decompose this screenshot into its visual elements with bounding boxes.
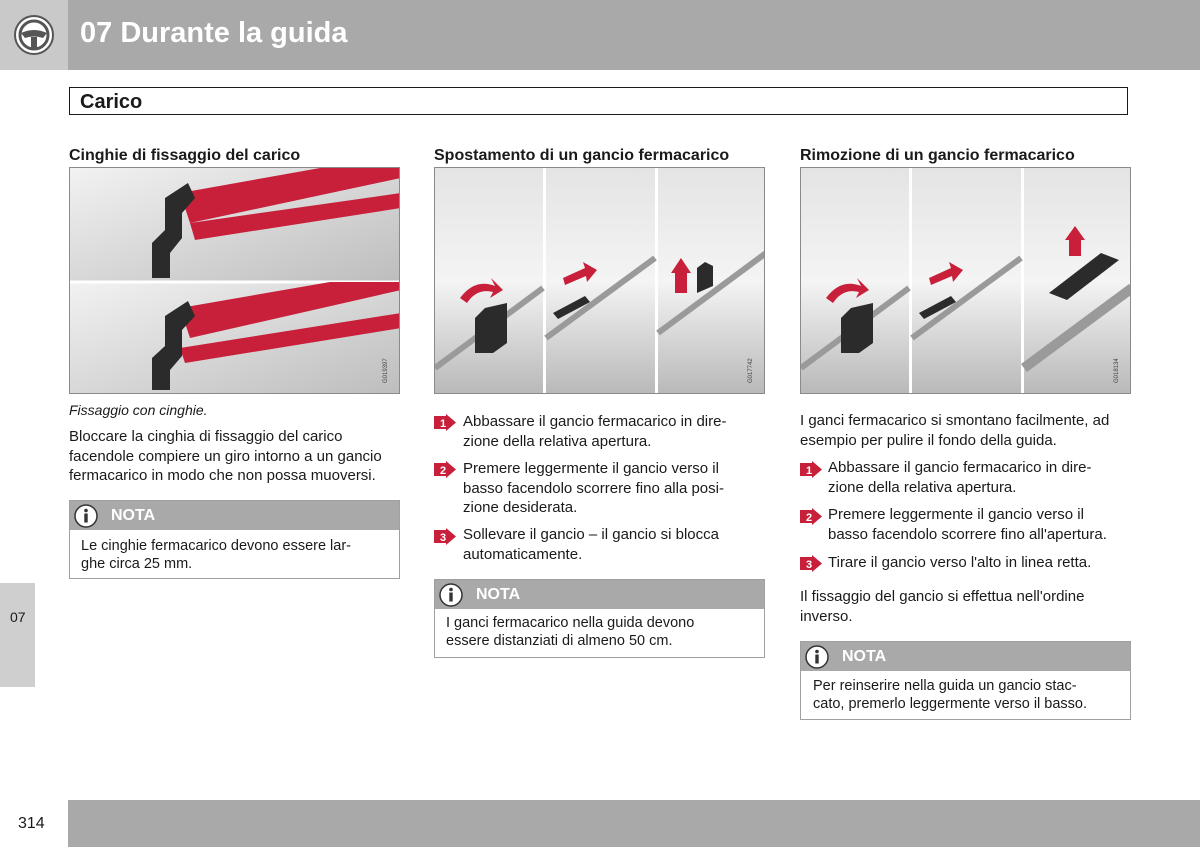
svg-text:1: 1 <box>806 465 813 477</box>
step-3-icon <box>800 555 822 572</box>
note-line: Per reinserire nella guida un gancio stac- <box>813 678 1077 694</box>
step-line: zione della relativa apertura. <box>828 478 1017 496</box>
footer-bar <box>68 800 1200 847</box>
chapter-side-tab <box>0 583 35 687</box>
step-2-text <box>828 505 1107 544</box>
strap-illustration <box>70 168 400 394</box>
section-title-bar <box>69 87 1128 115</box>
paragraph-line: Bloccare la cinghia di fissaggio del carico <box>69 428 343 445</box>
info-icon <box>74 504 98 528</box>
note-line: cato, premerlo leggermente verso il basso. <box>813 696 1088 712</box>
step-line: zione desiderata. <box>463 499 578 516</box>
chapter-title: 07 Durante la guida <box>80 17 348 49</box>
page-number: 314 <box>18 815 45 832</box>
paragraph-line: Il fissaggio del gancio si effettua nell'ordine <box>800 588 1085 605</box>
step-line: Premere leggermente il gancio verso il <box>463 460 719 477</box>
step-3-text <box>463 525 719 564</box>
svg-text:2: 2 <box>806 512 813 524</box>
info-icon <box>805 645 829 669</box>
note-label: NOTA <box>111 507 156 524</box>
paragraph-line: inverso. <box>800 607 853 625</box>
note-line: ghe circa 25 mm. <box>81 556 193 572</box>
step-1-text <box>463 412 726 451</box>
paragraph-line: esempio per pulire il fondo della guida. <box>800 431 1057 449</box>
figure-strap-fastening <box>69 167 400 394</box>
step-1-icon <box>434 414 456 431</box>
note-label: NOTA <box>842 648 887 665</box>
step-line: Sollevare il gancio – il gancio si blocca <box>463 526 719 543</box>
figure-code: G018134 <box>1114 358 1120 383</box>
column-heading-move-hook: Spostamento di un gancio fermacarico <box>434 147 765 168</box>
step-line: Abbassare il gancio fermacarico in dire- <box>828 459 1092 476</box>
note-line: I ganci fermacarico nella guida devono <box>446 615 695 631</box>
step-line: basso facendolo scorrere fino all'apertura. <box>828 525 1107 543</box>
paragraph-line: fermacarico in modo che non possa muoversi. <box>69 467 376 484</box>
step-line: automaticamente. <box>463 545 583 563</box>
paragraph-straps <box>69 427 404 486</box>
note-text <box>446 614 694 650</box>
svg-text:3: 3 <box>440 532 447 544</box>
note-box <box>69 500 400 579</box>
figure-caption: Fissaggio con cinghie. <box>69 402 208 418</box>
note-box <box>434 579 765 658</box>
step-line: basso facendolo scorrere fino alla posi- <box>463 479 724 497</box>
svg-text:2: 2 <box>440 465 447 477</box>
paragraph-line: I ganci fermacarico si smontano facilmente, ad <box>800 412 1110 429</box>
chapter-icon-box <box>0 0 68 70</box>
note-text <box>81 537 351 573</box>
step-1-icon <box>800 461 822 478</box>
chapter-side-tab-label: 07 <box>10 609 26 625</box>
svg-text:1: 1 <box>440 418 447 430</box>
step-2-icon <box>434 461 456 478</box>
column-heading-straps: Cinghie di fissaggio del carico <box>69 147 400 168</box>
figure-move-hook <box>434 167 765 394</box>
svg-text:3: 3 <box>806 559 813 571</box>
note-line: Le cinghie fermacarico devono essere lar- <box>81 538 351 554</box>
step-line: Tirare il gancio verso l'alto in linea retta. <box>828 554 1092 571</box>
note-label: NOTA <box>476 586 521 603</box>
figure-code: G019397 <box>383 358 389 383</box>
step-3-text <box>828 553 1091 573</box>
paragraph-intro <box>800 411 1140 450</box>
step-line: Abbassare il gancio fermacarico in dire- <box>463 413 727 430</box>
info-icon <box>439 583 463 607</box>
step-line: zione della relativa apertura. <box>463 432 652 450</box>
paragraph-outro <box>800 587 1140 626</box>
note-line: essere distanziati di almeno 50 cm. <box>446 633 673 649</box>
note-box <box>800 641 1131 720</box>
step-2-text <box>463 459 724 518</box>
column-heading-remove-hook: Rimozione di un gancio fermacarico <box>800 147 1131 168</box>
move-hook-illustration <box>435 168 765 394</box>
section-title: Carico <box>80 91 143 113</box>
remove-hook-illustration <box>801 168 1131 394</box>
note-text <box>813 677 1087 713</box>
step-2-icon <box>800 508 822 525</box>
figure-remove-hook <box>800 167 1131 394</box>
step-line: Premere leggermente il gancio verso il <box>828 506 1084 523</box>
figure-code: G017742 <box>748 358 754 383</box>
step-3-icon <box>434 528 456 545</box>
step-1-text <box>828 458 1091 497</box>
steering-wheel-icon <box>0 0 68 70</box>
paragraph-line: facendole compiere un giro intorno a un gancio <box>69 447 382 465</box>
